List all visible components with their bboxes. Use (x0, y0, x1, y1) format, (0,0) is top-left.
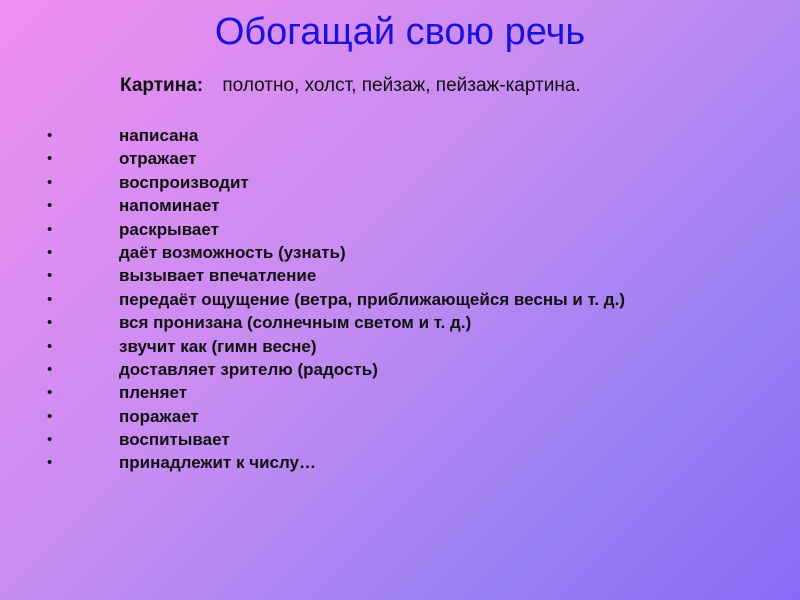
list-item-text: раскрывает (119, 219, 219, 239)
list-item-text: звучит как (гимн весне) (119, 336, 317, 356)
list-item-text: напоминает (119, 196, 220, 216)
list-item-text: вся пронизана (солнечным светом и т. д.) (119, 313, 472, 333)
subtitle-synonyms: полотно, холст, пейзаж, пейзаж-картина. (222, 75, 581, 96)
list-item-text: доставляет зрителю (радость) (119, 359, 378, 379)
list-item-text: отражает (119, 149, 197, 169)
bullet-icon: • (47, 150, 53, 168)
list-item-text: пленяет (119, 383, 188, 403)
bullet-icon: • (47, 314, 53, 332)
bullet-icon: • (47, 243, 53, 261)
list-item-text: принадлежит к числу… (119, 453, 317, 473)
list-item-text: поражает (119, 406, 199, 426)
list-item-text: написана (119, 126, 199, 145)
subtitle-term: Картина: (120, 75, 204, 96)
bullet-icon: • (47, 431, 53, 449)
list-item-text: воспитывает (119, 430, 230, 450)
bullet-icon: • (47, 220, 53, 238)
bullet-icon: • (47, 197, 53, 215)
bullet-icon: • (47, 454, 53, 472)
bullet-icon: • (47, 384, 53, 402)
bullet-icon: • (47, 337, 53, 355)
bullet-icon: • (47, 127, 53, 144)
list-item-text: вызывает впечатление (119, 266, 317, 286)
bullet-icon: • (47, 360, 53, 378)
bullet-icon: • (47, 267, 53, 285)
list-item-text: передаёт ощущение (ветра, приближающейся весны и т. д.) (119, 289, 625, 309)
list-item-text: воспроизводит (119, 172, 249, 192)
subtitle (120, 74, 581, 98)
bullet-icon: • (47, 173, 53, 191)
list-item-text: даёт возможность (узнать) (119, 242, 346, 262)
bullet-icon: • (47, 290, 53, 308)
bullet-icon: • (47, 407, 53, 425)
slide-title: Обогащай свою речь (214, 11, 586, 53)
